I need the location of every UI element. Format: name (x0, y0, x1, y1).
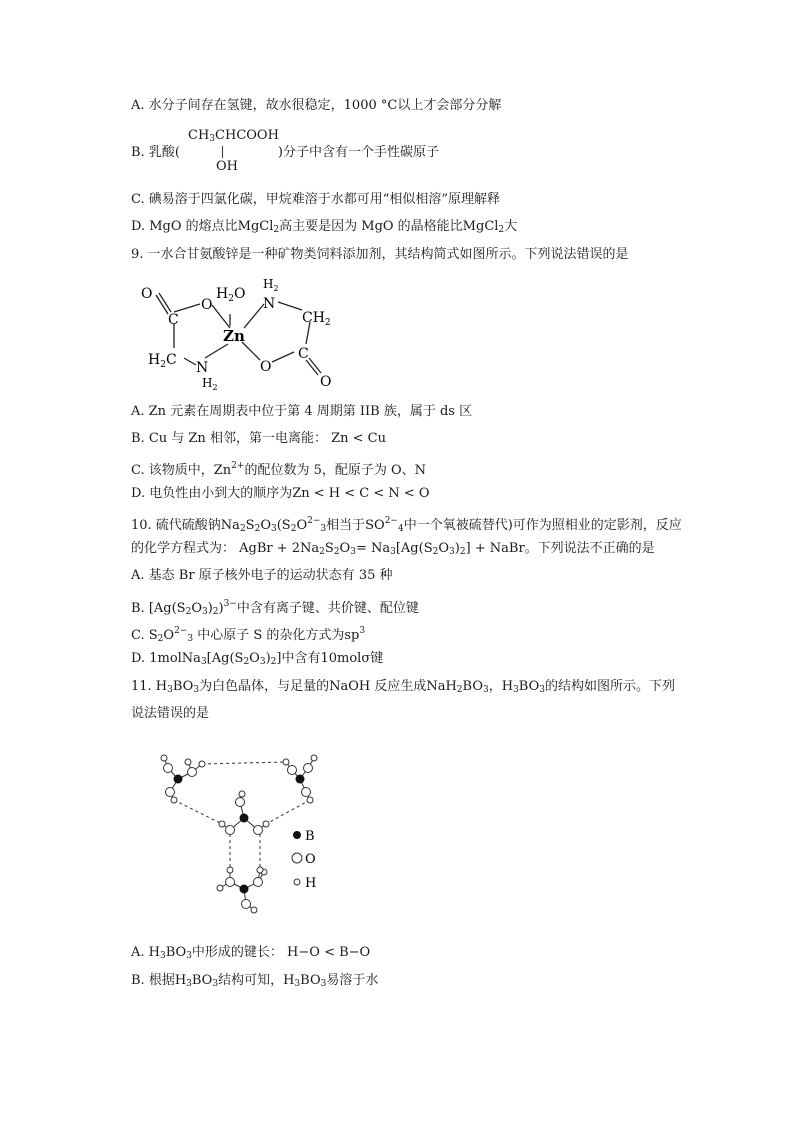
q10-option-b: B. $[Ag(S_2O_3)_2)^{3-}$中含有离子键、共价键、配位键 (131, 599, 419, 617)
ester-o-right: O (260, 359, 272, 375)
q9-option-b: B. Cu 与 Zn 相邻，第一电离能： Zn < Cu (131, 431, 386, 446)
legend-h-label: H (305, 876, 317, 891)
q10-option-c: C. $S_2O^{2-}_3$ 中心原子 S 的杂化方式为$sp^3$ (131, 626, 366, 644)
legend-o-label: O (305, 852, 316, 867)
amine-h2-left: $H_2$ (202, 376, 218, 392)
q11-option-b: B. 根据$H_3BO_3$结构可知，$H_3BO_3$易溶于水 (131, 973, 379, 989)
q11-stem-line2: 说法错误的是 (131, 706, 210, 721)
carbon-right: C (298, 346, 309, 362)
q10-option-a: A. 基态 Br 原子核外电子的运动状态有 35 种 (131, 568, 393, 583)
carbonyl-o-left: O (141, 286, 153, 302)
ch2-left: $H_2C$ (148, 352, 177, 370)
legend-h-dot (294, 879, 300, 885)
q9-option-c: C. 该物质中，$Zn^{2+}$的配位数为 5，配原子为 O、N (131, 461, 427, 478)
carbonyl-o-right: O (320, 374, 332, 390)
boric-acid-structure (150, 742, 360, 922)
q10-stem-line1: 10. 硫代硫酸钠$Na_2S_2O_3(S_2O^{2-}_3$相当于$SO^{2-}_4$中一个氧被硫替代)可作为照相业的定影剂，反应 (131, 516, 682, 534)
q10-option-d: D. $1molNa_3[Ag(S_2O_3)_2]$中含有10molσ键 (131, 651, 384, 667)
legend-o-dot (292, 853, 302, 863)
q9-option-a: A. Zn 元素在周期表中位于第 4 周期第 IIB 族，属于 ds 区 (131, 404, 473, 419)
legend-b-label: B (305, 829, 315, 844)
q8-option-a: A. 水分子间存在氢键，故水很稳定，1000 °C以上才会部分分解 (131, 98, 502, 113)
lactic-acid-formula-oh: OH (216, 159, 238, 174)
lactic-acid-bond (222, 146, 223, 158)
q8-option-d: D. MgO 的熔点比MgCl$_2$高主要是因为 MgO 的晶格能比MgCl$_2$大 (131, 219, 518, 235)
q9-stem: 9. 一水合甘氨酸锌是一种矿物类饲料添加剂，其结构简式如图所示。下列说法错误的是 (131, 247, 629, 262)
ester-o-left: O (201, 297, 213, 313)
legend-b-dot (293, 831, 301, 839)
q11-option-a: A. $H_3BO_3$中形成的键长： H−O < B−O (131, 945, 371, 961)
q8-option-b: B. 乳酸( )分子中含有一个手性碳原子 (131, 145, 439, 160)
q10-stem-line2: 的化学方程式为： AgBr + $2Na_2S_2O_3= Na_3[Ag(S_2O_3)_2]$ + NaBr。下列说法不正确的是 (131, 541, 655, 557)
q11-stem-line1: 11. $H_3BO_3$为白色晶体，与足量的NaOH 反应生成$NaH_2BO_3$，$H_3BO_3$的结构如图所示。下列 (131, 679, 675, 695)
lactic-acid-formula-top: $CH_3CHCOOH$ (188, 128, 279, 144)
amine-n-left: N (196, 360, 209, 376)
amine-n-right: N (263, 296, 276, 312)
zinc-glycinate-structure (138, 276, 348, 394)
q9-option-d: D. 电负性由小到大的顺序为Zn < H < C < N < O (131, 486, 430, 501)
q8-option-c: C. 碘易溶于四氯化碳，甲烷难溶于水都可用“相似相溶”原理解释 (131, 192, 501, 207)
water-ligand: $H_2O$ (216, 286, 246, 304)
ch2-right: $CH_2$ (302, 310, 331, 328)
zinc-center: Zn (223, 327, 245, 345)
amine-h2-right: $H_2$ (263, 277, 279, 293)
carbon-left: C (168, 312, 179, 328)
